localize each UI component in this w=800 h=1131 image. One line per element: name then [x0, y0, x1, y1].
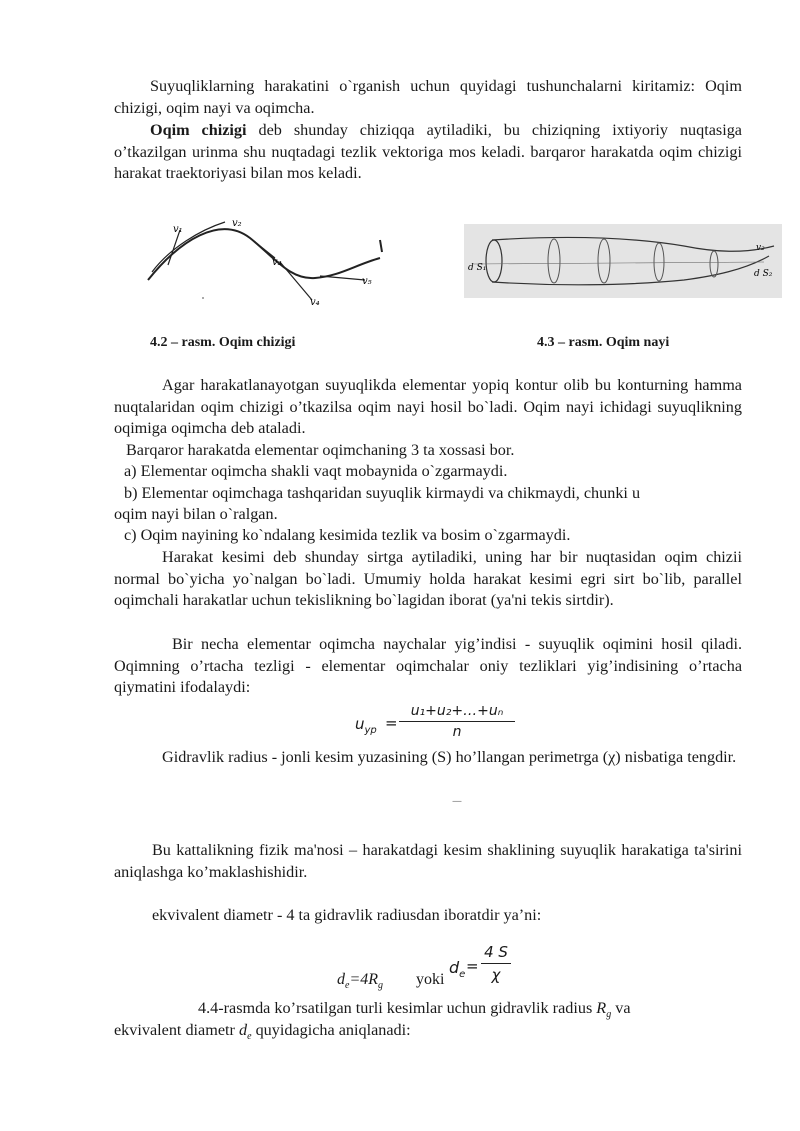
physical-meaning-paragraph: Bu kattalikning fizik ma'nosi – harakatdagi kesim shaklining suyuqlik harakatiga ta'sirini aniqlashga ko’maklashishidir.	[114, 841, 742, 881]
equivalent-diameter-formula: $d_e=4R_g$ yoki $d_e$ = 4 S χ	[337, 943, 537, 993]
streamline-figure	[140, 210, 400, 310]
property-b-line2: oqim nayi bilan o`ralgan.	[114, 505, 278, 523]
label-v5: v₅	[362, 276, 372, 287]
label-v2-tube: v₂	[756, 243, 765, 253]
mean-velocity-paragraph: Bir necha elementar oqimcha naychalar yig’indisi - suyuqlik oqimini hosil qiladi. Oqimning o’rtacha tezligi - elementar oqimchalar oniy tezliklari yig’indisining o’rtacha qiymatini ifodalaydi:	[114, 635, 742, 696]
figure-4-2-caption: 4.2 – rasm. Oqim chizigi	[150, 335, 296, 350]
section-table-intro-line2: ekvivalent diametr $d_e$ quyidagicha aniqlanadi:	[114, 1021, 411, 1042]
label-ds1: d S₁	[468, 263, 487, 273]
formula-placeholder-mark: —	[452, 796, 462, 807]
property-c: c) Oqim nayining ko`ndalang kesimida tezlik va bosim o`zgarmaydi.	[124, 526, 571, 544]
label-ds2: d S₂	[754, 269, 773, 279]
hydraulic-radius-paragraph: Gidravlik radius - jonli kesim yuzasining (S) ho’llangan perimetrga (χ) nisbatiga tengdir.	[162, 748, 737, 766]
stream-tube-photo	[464, 224, 782, 298]
label-v2: v₂	[232, 218, 242, 229]
property-a: a) Elementar oqimcha shakli vaqt mobaynida o`zgarmaydi.	[124, 462, 508, 480]
streamline-definition: Oqim chizigi deb shunday chiziqqa aytiladiki, bu chiziqning ixtiyoriy nuqtasiga o’tkazilgan urinma shu nuqtadagi tezlik vektoriga mos keladi. barqaror harakatda oqim chizigi harakat traektoriyasi bilan mos keladi.	[114, 121, 742, 182]
flow-section-paragraph: Harakat kesimi deb shunday sirtga aytiladiki, uning har bir nuqtasidan oqim chizii normal bo`yicha yo`nalgan bo`ladi. Umumiy holda harakat kesimi egri sirt bo`lib, parallel oqimchali harakatlar uchun tekislikning bo`lagidan iborat (ya'ni tekis sirtdir).	[114, 548, 742, 609]
stream-tube-paragraph: Agar harakatlanayotgan suyuqlikda elementar yopiq kontur olib bu konturning hamma nuqtalaridan oqim chizigi o’tkazilsa oqim nayi hosil bo`ladi. Oqim nayi ichidagi suyuqlikning oqimiga oqimcha deb ataladi.	[114, 376, 742, 437]
property-b-line1: b) Elementar oqimchaga tashqaridan suyuqlik kirmaydi va chikmaydi, chunki u	[124, 484, 641, 502]
mean-velocity-formula: $u_{yp}$ = u₁+u₂+…+uₙ n	[355, 703, 525, 747]
figure-4-3-caption: 4.3 – rasm. Oqim nayi	[537, 335, 670, 350]
equivalent-diameter-intro: ekvivalent diametr - 4 ta gidravlik radiusdan iboratdir ya’ni:	[152, 906, 542, 924]
label-v3: v₃	[272, 257, 282, 268]
label-v4: v₄	[310, 297, 320, 308]
properties-intro: Barqaror harakatda elementar oqimchaning 3 ta xossasi bor.	[126, 441, 515, 459]
intro-paragraph: Suyuqliklarning harakatini o`rganish uchun quyidagi tushunchalarni kiritamiz: Oqim chizigi, oqim nayi va oqimcha.	[114, 77, 742, 117]
section-table-intro-line1: 4.4-rasmda ko’rsatilgan turli kesimlar uchun gidravlik radius $R_g$ va	[198, 999, 631, 1020]
label-v1: v₁	[173, 224, 183, 235]
streamline-term: Oqim chizigi	[150, 121, 247, 139]
